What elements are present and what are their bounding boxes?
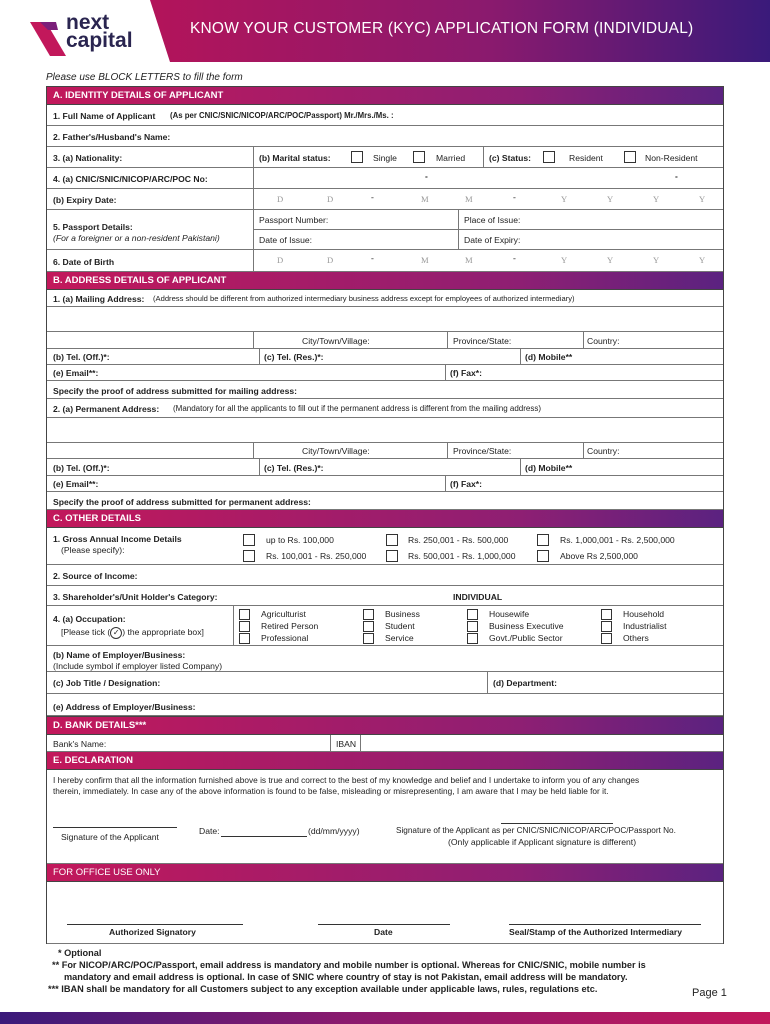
date-cell: -: [371, 253, 374, 263]
section-c-header: C. OTHER DETAILS: [47, 510, 723, 528]
status-label: (c) Status:: [489, 153, 532, 163]
signature-doc-note: (Only applicable if Applicant signature is different): [448, 837, 637, 847]
income-checkbox-6[interactable]: [537, 550, 549, 562]
date-cell[interactable]: D: [327, 194, 334, 204]
occupation-option-label: Business Executive: [489, 621, 564, 631]
category-row: [47, 586, 723, 606]
occupation-checkbox[interactable]: [239, 609, 250, 620]
logo-wordmark: next capital: [66, 11, 133, 52]
marital-status-label: (b) Marital status:: [259, 153, 331, 163]
city-label: City/Town/Village:: [302, 336, 370, 346]
seal-stamp-label[interactable]: Seal/Stamp of the Authorized Intermediary: [509, 927, 683, 937]
perm-email-label: (e) Email**:: [53, 479, 99, 489]
employer-label: (b) Name of Employer/Business:: [53, 650, 186, 660]
perm-fax-label: (f) Fax*:: [450, 479, 482, 489]
occupation-option-label: Govt./Public Sector: [489, 633, 563, 643]
date-cell[interactable]: D: [277, 255, 284, 265]
dob-label: 6. Date of Birth: [53, 257, 115, 267]
income-label: 1. Gross Annual Income Details: [53, 534, 182, 544]
occupation-checkbox[interactable]: [467, 621, 478, 632]
iban-label: IBAN: [336, 739, 357, 749]
category-label: 3. Shareholder's/Unit Holder's Category:: [53, 592, 218, 602]
nationality-label: 3. (a) Nationality:: [53, 153, 123, 163]
date-format-label: (dd/mm/yyyy): [308, 826, 360, 836]
page-number: Page 1: [692, 987, 727, 999]
passport-row: [47, 210, 723, 250]
income-row: 1. Gross Annual Income Details (Please specify): up to Rs. 100,000 Rs. 250,001 - Rs. 500,000 Rs. 1,000,001 - Rs. 2,500,000 Rs. 100,001 - Rs. 250,000 Rs. 500,001 - Rs. 1,000,000 Above Rs 2,500,000: [47, 528, 723, 565]
department-label: (d) Department:: [493, 678, 557, 688]
occupation-checkbox[interactable]: [363, 609, 374, 620]
logo-icon: [30, 22, 66, 56]
tick-icon: ✓: [110, 627, 122, 639]
income-checkbox-5[interactable]: [386, 550, 398, 562]
date-of-expiry-field[interactable]: Date of Expiry:: [464, 235, 521, 245]
occupation-checkbox[interactable]: [467, 609, 478, 620]
occupation-option-label: Industrialist: [623, 621, 667, 631]
occupation-option-label: Others: [623, 633, 649, 643]
note-optional: * Optional: [58, 948, 102, 958]
income-note: (Please specify):: [61, 545, 125, 555]
date-cell[interactable]: M: [421, 255, 429, 265]
mailing-address-line[interactable]: [47, 307, 723, 332]
tel-res-label: (c) Tel. (Res.)*:: [264, 352, 324, 362]
province-label: Province/State:: [453, 336, 512, 346]
country-label: Country:: [587, 336, 620, 346]
section-e-header: E. DECLARATION: [47, 752, 723, 770]
proof-mailing-label: Specify the proof of address submitted for mailing address:: [53, 386, 298, 396]
mailing-address-row[interactable]: [47, 290, 723, 307]
mailing-email-row[interactable]: [47, 365, 723, 381]
expiry-date-label: (b) Expiry Date:: [53, 195, 117, 205]
proof-permanent-row[interactable]: [47, 492, 723, 510]
occupation-row: [47, 606, 723, 646]
occupation-option-label: Service: [385, 633, 414, 643]
declaration-text-1: I hereby confirm that all the information furnished above is true and correct to the best of my knowledge and belief and I undertake to inform you of any changes: [53, 775, 640, 785]
employer-address-row[interactable]: [47, 694, 723, 716]
occupation-label: 4. (a) Occupation:: [53, 614, 126, 624]
employer-note: (Include symbol if employer listed Company): [53, 661, 223, 671]
employer-row[interactable]: [47, 646, 723, 672]
perm-mobile-label: (d) Mobile**: [525, 463, 573, 473]
date-cell[interactable]: Y: [699, 255, 706, 265]
mailing-address-label: 1. (a) Mailing Address:: [53, 294, 145, 304]
father-name-label: 2. Father's/Husband's Name:: [53, 132, 171, 142]
date-cell[interactable]: M: [421, 194, 429, 204]
permanent-address-line[interactable]: [47, 418, 723, 443]
married-checkbox[interactable]: [413, 151, 425, 163]
place-of-issue-field[interactable]: Place of Issue:: [464, 215, 521, 225]
income-checkbox-1[interactable]: [243, 534, 255, 546]
note-email-mobile-2: mandatory and email address is optional. In case of SNIC where country of stay is not Pakistan, email address will be mandatory.: [64, 972, 628, 982]
kyc-form: [46, 86, 724, 944]
declaration-date-label: Date:: [199, 826, 220, 836]
occupation-checkbox[interactable]: [601, 621, 612, 632]
date-cell[interactable]: Y: [607, 255, 614, 265]
single-checkbox[interactable]: [351, 151, 363, 163]
passport-note: (For a foreigner or a non-resident Pakistani): [53, 233, 220, 243]
occupation-checkbox[interactable]: [239, 621, 250, 632]
non-resident-checkbox[interactable]: [624, 151, 636, 163]
date-cell[interactable]: Y: [561, 194, 568, 204]
full-name-label: 1. Full Name of Applicant: [53, 111, 156, 121]
date-cell[interactable]: Y: [699, 194, 706, 204]
full-name-note: (As per CNIC/SNIC/NICOP/ARC/POC/Passport) Mr./Mrs./Ms. :: [170, 111, 394, 120]
perm-email-row[interactable]: [47, 476, 723, 492]
occupation-option-label: Professional: [261, 633, 309, 643]
bank-row[interactable]: [47, 735, 723, 752]
perm-province-label: Province/State:: [453, 446, 512, 456]
expiry-date-row[interactable]: [47, 189, 723, 210]
footer-banner: [0, 1012, 770, 1024]
passport-number-field[interactable]: Passport Number:: [259, 215, 329, 225]
mailing-tel-row[interactable]: [47, 349, 723, 365]
permanent-address-label: 2. (a) Permanent Address:: [53, 404, 160, 414]
permanent-address-note: (Mandatory for all the applicants to fill out if the permanent address is different from the mailing address): [173, 404, 542, 413]
occupation-option-label: Student: [385, 621, 415, 631]
proof-permanent-label: Specify the proof of address submitted for permanent address:: [53, 497, 311, 507]
form-title: KNOW YOUR CUSTOMER (KYC) APPLICATION FORM (INDIVIDUAL): [190, 20, 694, 37]
date-cell: -: [513, 253, 516, 263]
occupation-option-label: Business: [385, 609, 420, 619]
office-use-block: [47, 882, 723, 944]
occupation-checkbox[interactable]: [363, 621, 374, 632]
declaration-block: [47, 770, 723, 864]
perm-tel-off-label: (b) Tel. (Off.)*:: [53, 463, 110, 473]
bank-name-label: Bank's Name:: [53, 739, 107, 749]
instruction-text: Please use BLOCK LETTERS to fill the form: [46, 72, 243, 83]
perm-tel-res-label: (c) Tel. (Res.)*:: [264, 463, 324, 473]
non-resident-label: Non-Resident: [645, 153, 698, 163]
full-name-row[interactable]: [47, 105, 723, 126]
signature-doc-label[interactable]: Signature of the Applicant as per CNIC/SNIC/NICOP/ARC/POC/Passport No.: [396, 826, 676, 835]
declaration-text-2: therein, immediately. In case any of the above information is found to be false, misleading or misrepresenting, I am aware that I may be held liable for it.: [53, 786, 609, 796]
mobile-label: (d) Mobile**: [525, 352, 573, 362]
date-cell[interactable]: M: [465, 194, 473, 204]
occupation-option-label: Housewife: [489, 609, 530, 619]
section-a-header: A. IDENTITY DETAILS OF APPLICANT: [47, 87, 723, 105]
occupation-option-label: Household: [623, 609, 665, 619]
occupation-checkbox[interactable]: [601, 633, 612, 644]
permanent-city-row[interactable]: [47, 443, 723, 459]
job-row[interactable]: [47, 672, 723, 694]
occupation-option-label: Agriculturist: [261, 609, 306, 619]
date-cell[interactable]: D: [327, 255, 334, 265]
office-use-header: FOR OFFICE USE ONLY: [47, 864, 723, 882]
perm-country-label: Country:: [587, 446, 620, 456]
employer-address-label: (e) Address of Employer/Business:: [53, 702, 196, 712]
section-b-header: B. ADDRESS DETAILS OF APPLICANT: [47, 272, 723, 290]
occupation-checkbox[interactable]: [467, 633, 478, 644]
date-cell: -: [371, 192, 374, 202]
father-name-row[interactable]: [47, 126, 723, 147]
cnic-row[interactable]: 4. (a) CNIC/SNIC/NICOP/ARC/POC No: - -: [47, 168, 723, 189]
date-cell[interactable]: Y: [561, 255, 568, 265]
tel-off-label: (b) Tel. (Off.)*:: [53, 352, 110, 362]
source-income-row[interactable]: [47, 565, 723, 586]
dob-row[interactable]: [47, 250, 723, 272]
cnic-label: 4. (a) CNIC/SNIC/NICOP/ARC/POC No:: [53, 174, 208, 184]
single-label: Single: [373, 153, 397, 163]
date-cell[interactable]: Y: [653, 255, 660, 265]
note-iban: *** IBAN shall be mandatory for all Customers subject to any exception available under applicable laws, rules, regulations etc.: [48, 984, 598, 994]
mailing-city-row[interactable]: [47, 332, 723, 349]
date-cell[interactable]: D: [277, 194, 284, 204]
resident-label: Resident: [569, 153, 603, 163]
passport-label: 5. Passport Details:: [53, 222, 133, 232]
married-label: Married: [436, 153, 466, 163]
income-checkbox-2[interactable]: [386, 534, 398, 546]
fax-label: (f) Fax*:: [450, 368, 482, 378]
resident-checkbox[interactable]: [543, 151, 555, 163]
occupation-checkbox[interactable]: [239, 633, 250, 644]
date-cell: -: [513, 192, 516, 202]
income-checkbox-4[interactable]: [243, 550, 255, 562]
category-value: INDIVIDUAL: [453, 592, 503, 602]
date-cell[interactable]: Y: [653, 194, 660, 204]
nationality-row: [47, 147, 723, 168]
note-email-mobile: ** For NICOP/ARC/POC/Passport, email address is mandatory and mobile number is optional. Whereas for CNIC/SNIC, mobile number is: [52, 960, 646, 970]
email-label: (e) Email**:: [53, 368, 99, 378]
section-d-header: D. BANK DETAILS***: [47, 716, 723, 735]
mailing-address-note: (Address should be different from authorized intermediary business address except for employees of authorized intermediary): [153, 294, 575, 303]
proof-mailing-row[interactable]: [47, 381, 723, 399]
date-of-issue-field[interactable]: Date of Issue:: [259, 235, 313, 245]
permanent-address-row[interactable]: [47, 399, 723, 418]
job-title-label: (c) Job Title / Designation:: [53, 678, 161, 688]
occupation-checkbox[interactable]: [363, 633, 374, 644]
perm-city-label: City/Town/Village:: [302, 446, 370, 456]
source-income-label: 2. Source of Income:: [53, 571, 138, 581]
office-date-label[interactable]: Date: [374, 927, 393, 937]
occupation-checkbox[interactable]: [601, 609, 612, 620]
date-cell[interactable]: M: [465, 255, 473, 265]
occupation-note: [Please tick ( ✓ ) the appropriate box]: [61, 627, 204, 637]
date-cell[interactable]: Y: [607, 194, 614, 204]
authorized-signatory-label[interactable]: Authorized Signatory: [109, 927, 196, 937]
perm-tel-row[interactable]: [47, 459, 723, 476]
income-checkbox-3[interactable]: [537, 534, 549, 546]
signature-applicant-label[interactable]: Signature of the Applicant: [61, 832, 159, 842]
occupation-option-label: Retired Person: [261, 621, 319, 631]
